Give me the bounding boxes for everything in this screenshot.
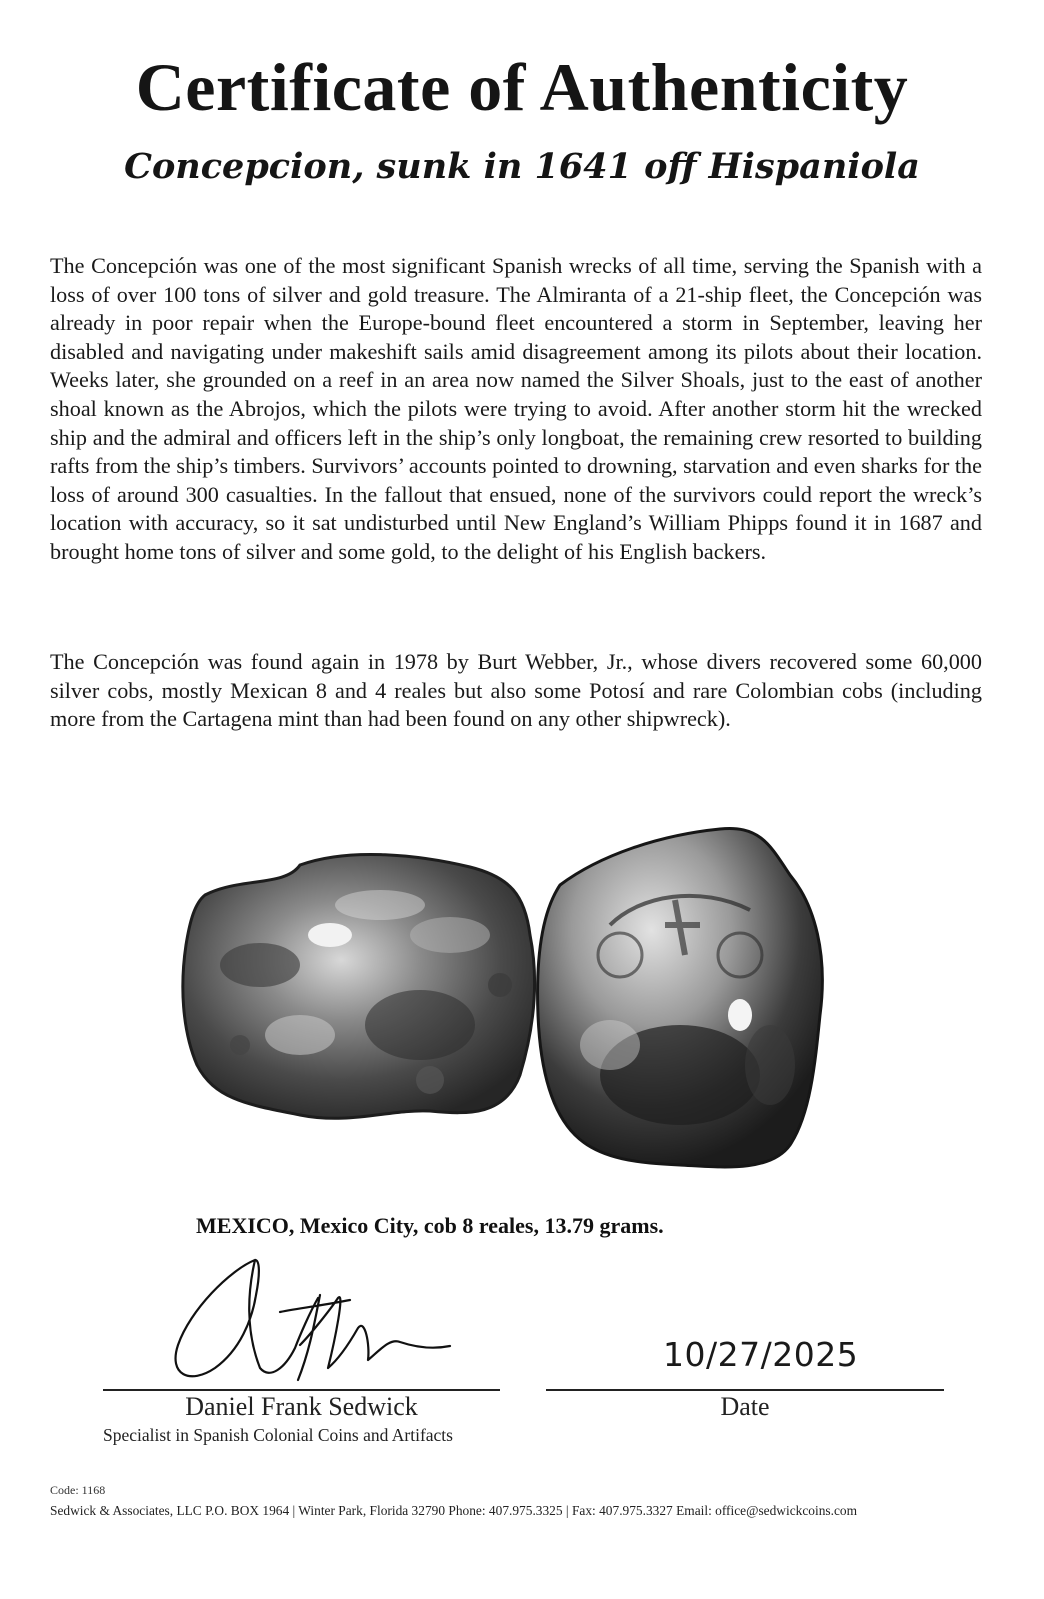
certificate-date-value: 10/27/2025 [663, 1335, 859, 1374]
company-contact-footer: Sedwick & Associates, LLC P.O. BOX 1964 | Winter Park, Florida 32790 Phone: 407.975.3325 | Fax: 407.975.3327 Email: office@sedwickcoins.com [50, 1503, 858, 1518]
history-paragraph-2: The Concepción was found again in 1978 by Burt Webber, Jr., whose divers recovered some 60,000 silver cobs, mostly Mexican 8 and 4 reales but also some Potosí and rare Colombian cobs (including more from the Cartagena mint than had been found on any other shipwreck). [50, 649, 982, 732]
date-label: Date [720, 1392, 770, 1421]
coin-obverse-image [183, 854, 535, 1118]
date-line [546, 1389, 944, 1391]
certificate-title: Certificate of Authenticity [135, 49, 909, 125]
signature-line [103, 1389, 500, 1391]
certificate-subtitle: Concepcion, sunk in 1641 off Hispaniola [124, 146, 920, 187]
coin-description: MEXICO, Mexico City, cob 8 reales, 13.79 grams. [196, 1213, 664, 1238]
signer-title: Specialist in Spanish Colonial Coins and Artifacts [103, 1425, 453, 1445]
history-paragraph-1: The Concepción was one of the most significant Spanish wrecks of all time, serving the Spanish with a loss of over 100 tons of silver and gold treasure. The Almiranta of a 21-ship fleet, the Concepción was already in poor repair when the Europe-bound fleet encountered a storm in September, leaving her disabled and navigating under makeshift sails amid disagreement among its pilots about their location. Weeks later, she grounded on a reef in an area now named the Silver Shoals, just to the east of another shoal known as the Abrojos, which the pilots were trying to avoid. After another storm hit the wrecked ship and the admiral and officers left in the ship’s only longboat, the remaining crew resorted to building rafts from the ship’s timbers. Survivors’ accounts pointed to drowning, starvation and even sharks for the loss of around 300 casualties. In the fallout that ensued, none of the survivors could report the wreck’s location with accuracy, so it sat undisturbed until New England’s William Phipps found it in 1687 and brought home tons of silver and some gold, to the delight of his English backers. [50, 253, 982, 564]
handwritten-signature [160, 1250, 460, 1390]
certificate-code: Code: 1168 [50, 1483, 106, 1497]
coin-reverse-image [538, 828, 823, 1166]
signer-name: Daniel Frank Sedwick [185, 1392, 418, 1421]
coin-photographs [0, 815, 1044, 1185]
